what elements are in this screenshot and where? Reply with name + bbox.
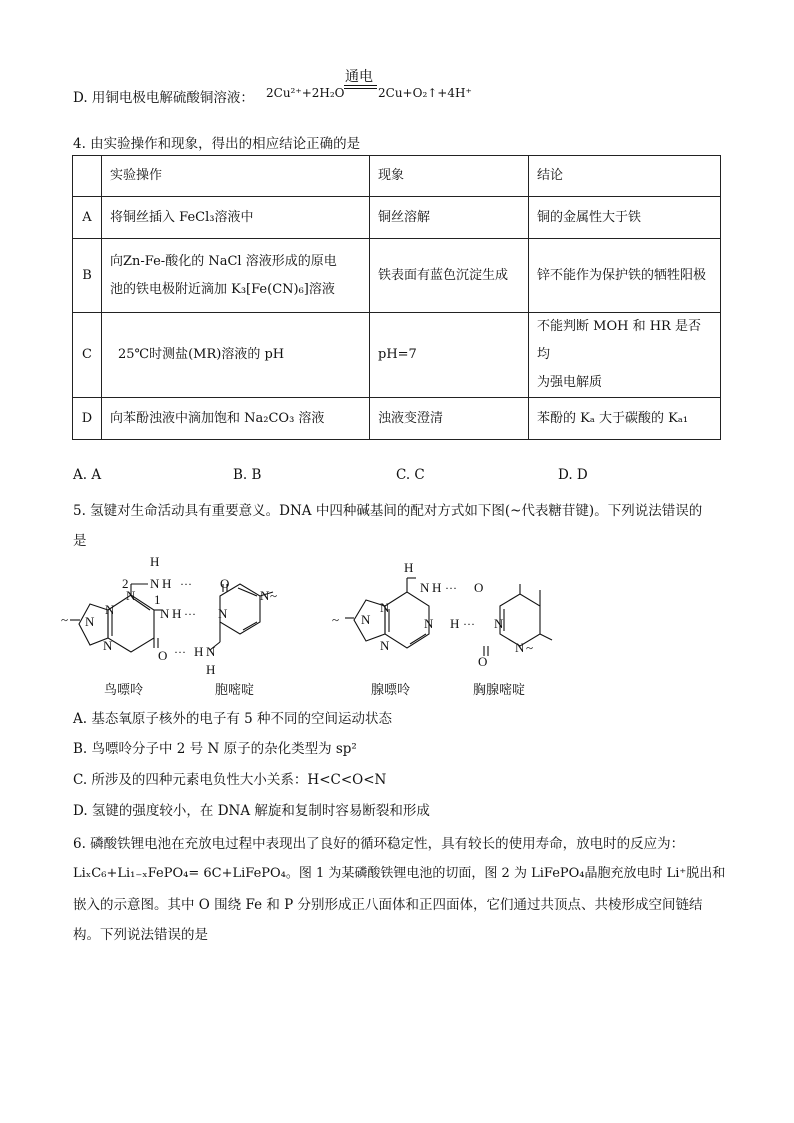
q3-condition: 通电 [345,69,373,85]
row-label: B [73,239,102,313]
atom-label: O [474,580,484,595]
q3-option-d-text: D. 用铜电极电解硫酸铜溶液： [73,90,254,106]
table-cell: 铜的金属性大于铁 [529,197,721,239]
cell-line: 向Zn-Fe-酸化的 NaCl 溶液形成的原电 [110,253,337,269]
guanine-hbond-dots: ··· [184,607,196,621]
atom-label: H [194,644,204,659]
atom-label: O [220,576,230,591]
table-row [73,313,721,398]
atom-label: H [432,580,442,595]
q4-option-b: B. B [233,467,262,483]
table-cell [73,156,102,197]
q5-option-d: D. 氢键的强度较小，在 DNA 解旋和复制时容易断裂和形成 [73,803,430,819]
atom-label: H [172,606,182,621]
table-header: 实验操作 [102,156,370,197]
cell-line: 不能判断 MOH 和 HR 是否均 [537,319,701,362]
cytosine-label: 胞嘧啶 [215,682,255,697]
cell-line: 为强电解质 [537,375,603,390]
cell-line: 池的铁电极附近滴加 K₃[Fe(CN)₆]溶液 [110,281,335,297]
guanine-n-label: 2 [122,576,129,591]
atom-label: N [424,616,434,631]
atom-label: N [150,576,160,591]
atom-label: O [478,654,488,669]
atom-label: ~ [270,588,278,603]
atom-label: H [404,560,414,575]
adenine-six-ring [385,592,429,648]
atom-label: H [162,576,172,591]
q4-option-c: C. C [396,467,425,483]
q5-stem-line1: 5. 氢键对生命活动具有重要意义。DNA 中四种碱基间的配对方式如下图(~代表糖苷键)。下列说法错误的 [73,503,703,519]
atom-label: 1 [154,592,161,607]
q4-option-a: A. A [73,467,102,483]
table-cell: pH=7 [370,313,529,398]
atom-label: N [361,612,371,627]
guanine-label: 鸟嘌呤 [104,682,144,697]
table-cell: 向苯酚浊液中滴加饱和 Na₂CO₃ 溶液 [102,398,370,440]
table-cell: 铁表面有蓝色沉淀生成 [370,239,529,313]
q4-option-d: D. D [558,467,588,483]
q6-line2: LiₓC₆+Li₁₋ₓFePO₄= 6C+LiFePO₄。图 1 为某磷酸铁锂电池的切面，图 2 为 LiFePO₄晶胞充放电时 Li⁺脱出和 [73,866,726,881]
atom-label: ~ [526,640,534,655]
q4-stem: 4. 由实验操作和现象，得出的相应结论正确的是 [73,136,361,152]
q5-option-a: A. 基态氧原子核外的电子有 5 种不同的空间运动状态 [73,711,393,727]
atom-label: N [494,616,504,631]
q5-option-c: C. 所涉及的四种元素电负性大小关系：H<C<O<N [73,772,387,788]
q5-option-b: B. 鸟嘌呤分子中 2 号 N 原子的杂化类型为 sp² [73,741,357,757]
thymine-hbond-dots: ··· [463,617,475,631]
atom-label: N [380,638,390,653]
atom-label: N [420,580,430,595]
thymine-ring [500,594,540,646]
row-label: A [73,197,102,239]
adenine-hbond-dots: ··· [445,581,457,595]
q3-option-d [73,86,254,106]
q3-reactants: 2Cu²⁺+2H₂O [266,86,345,100]
table-header-row [73,156,721,197]
atom-label: H [150,554,160,569]
q6-line1: 6. 磷酸铁锂电池在充放电过程中表现出了良好的循环稳定性，具有较长的使用寿命，放电时的反应为： [73,836,685,852]
table-row [73,398,721,440]
atom-label: N [126,588,136,603]
table-cell [529,313,721,398]
table-cell: 将铜丝插入 FeCl₃溶液中 [102,197,370,239]
table-cell [102,239,370,313]
table-cell: 锌不能作为保护铁的牺牲阳极 [529,239,721,313]
thymine-label: 胸腺嘧啶 [473,682,526,697]
table-cell: 铜丝溶解 [370,197,529,239]
row-label: C [73,313,102,398]
q3-products: 2Cu+O₂↑+4H⁺ [378,86,472,100]
table-header: 结论 [529,156,721,197]
atom-label: ~ [61,612,69,627]
table-header: 现象 [370,156,529,197]
atom-label: N [105,602,115,617]
row-label: D [73,398,102,440]
table-cell: 苯酚的 Kₐ 大于碳酸的 Kₐ₁ [529,398,721,440]
atom-label: N [85,614,95,629]
q5-stem-line2: 是 [73,533,87,549]
table-row [73,239,721,313]
atom-label: ~ [332,612,340,627]
atom-label: N [103,638,113,653]
atom-label: N [206,644,216,659]
table-cell: 25℃时测盐(MR)溶液的 pH [102,313,370,398]
atom-label: O [158,648,168,663]
atom-label: N [218,606,228,621]
atom-label: N [260,588,270,603]
cytosine-hbond-dots: ··· [174,645,186,659]
atom-label: N [515,640,525,655]
atom-label: H [206,662,216,677]
q6-line4: 构。下列说法错误的是 [73,927,208,943]
table-cell: 浊液变澄清 [370,398,529,440]
atom-label: N [160,606,170,621]
q3-equals-sign [344,85,377,89]
atom-label: N [380,600,390,615]
atom-label: H [450,616,460,631]
q6-line3: 嵌入的示意图。其中 O 围绕 Fe 和 P 分别形成正八面体和正四面体，它们通过共顶点、共棱形成空间链结 [73,897,703,913]
guanine-hbond-dots: ··· [180,577,192,591]
adenine-label: 腺嘌呤 [371,682,411,697]
table-row [73,197,721,239]
dna-base-pairs-figure [60,548,560,700]
q4-table [72,155,721,440]
guanine-six-ring [108,595,154,652]
